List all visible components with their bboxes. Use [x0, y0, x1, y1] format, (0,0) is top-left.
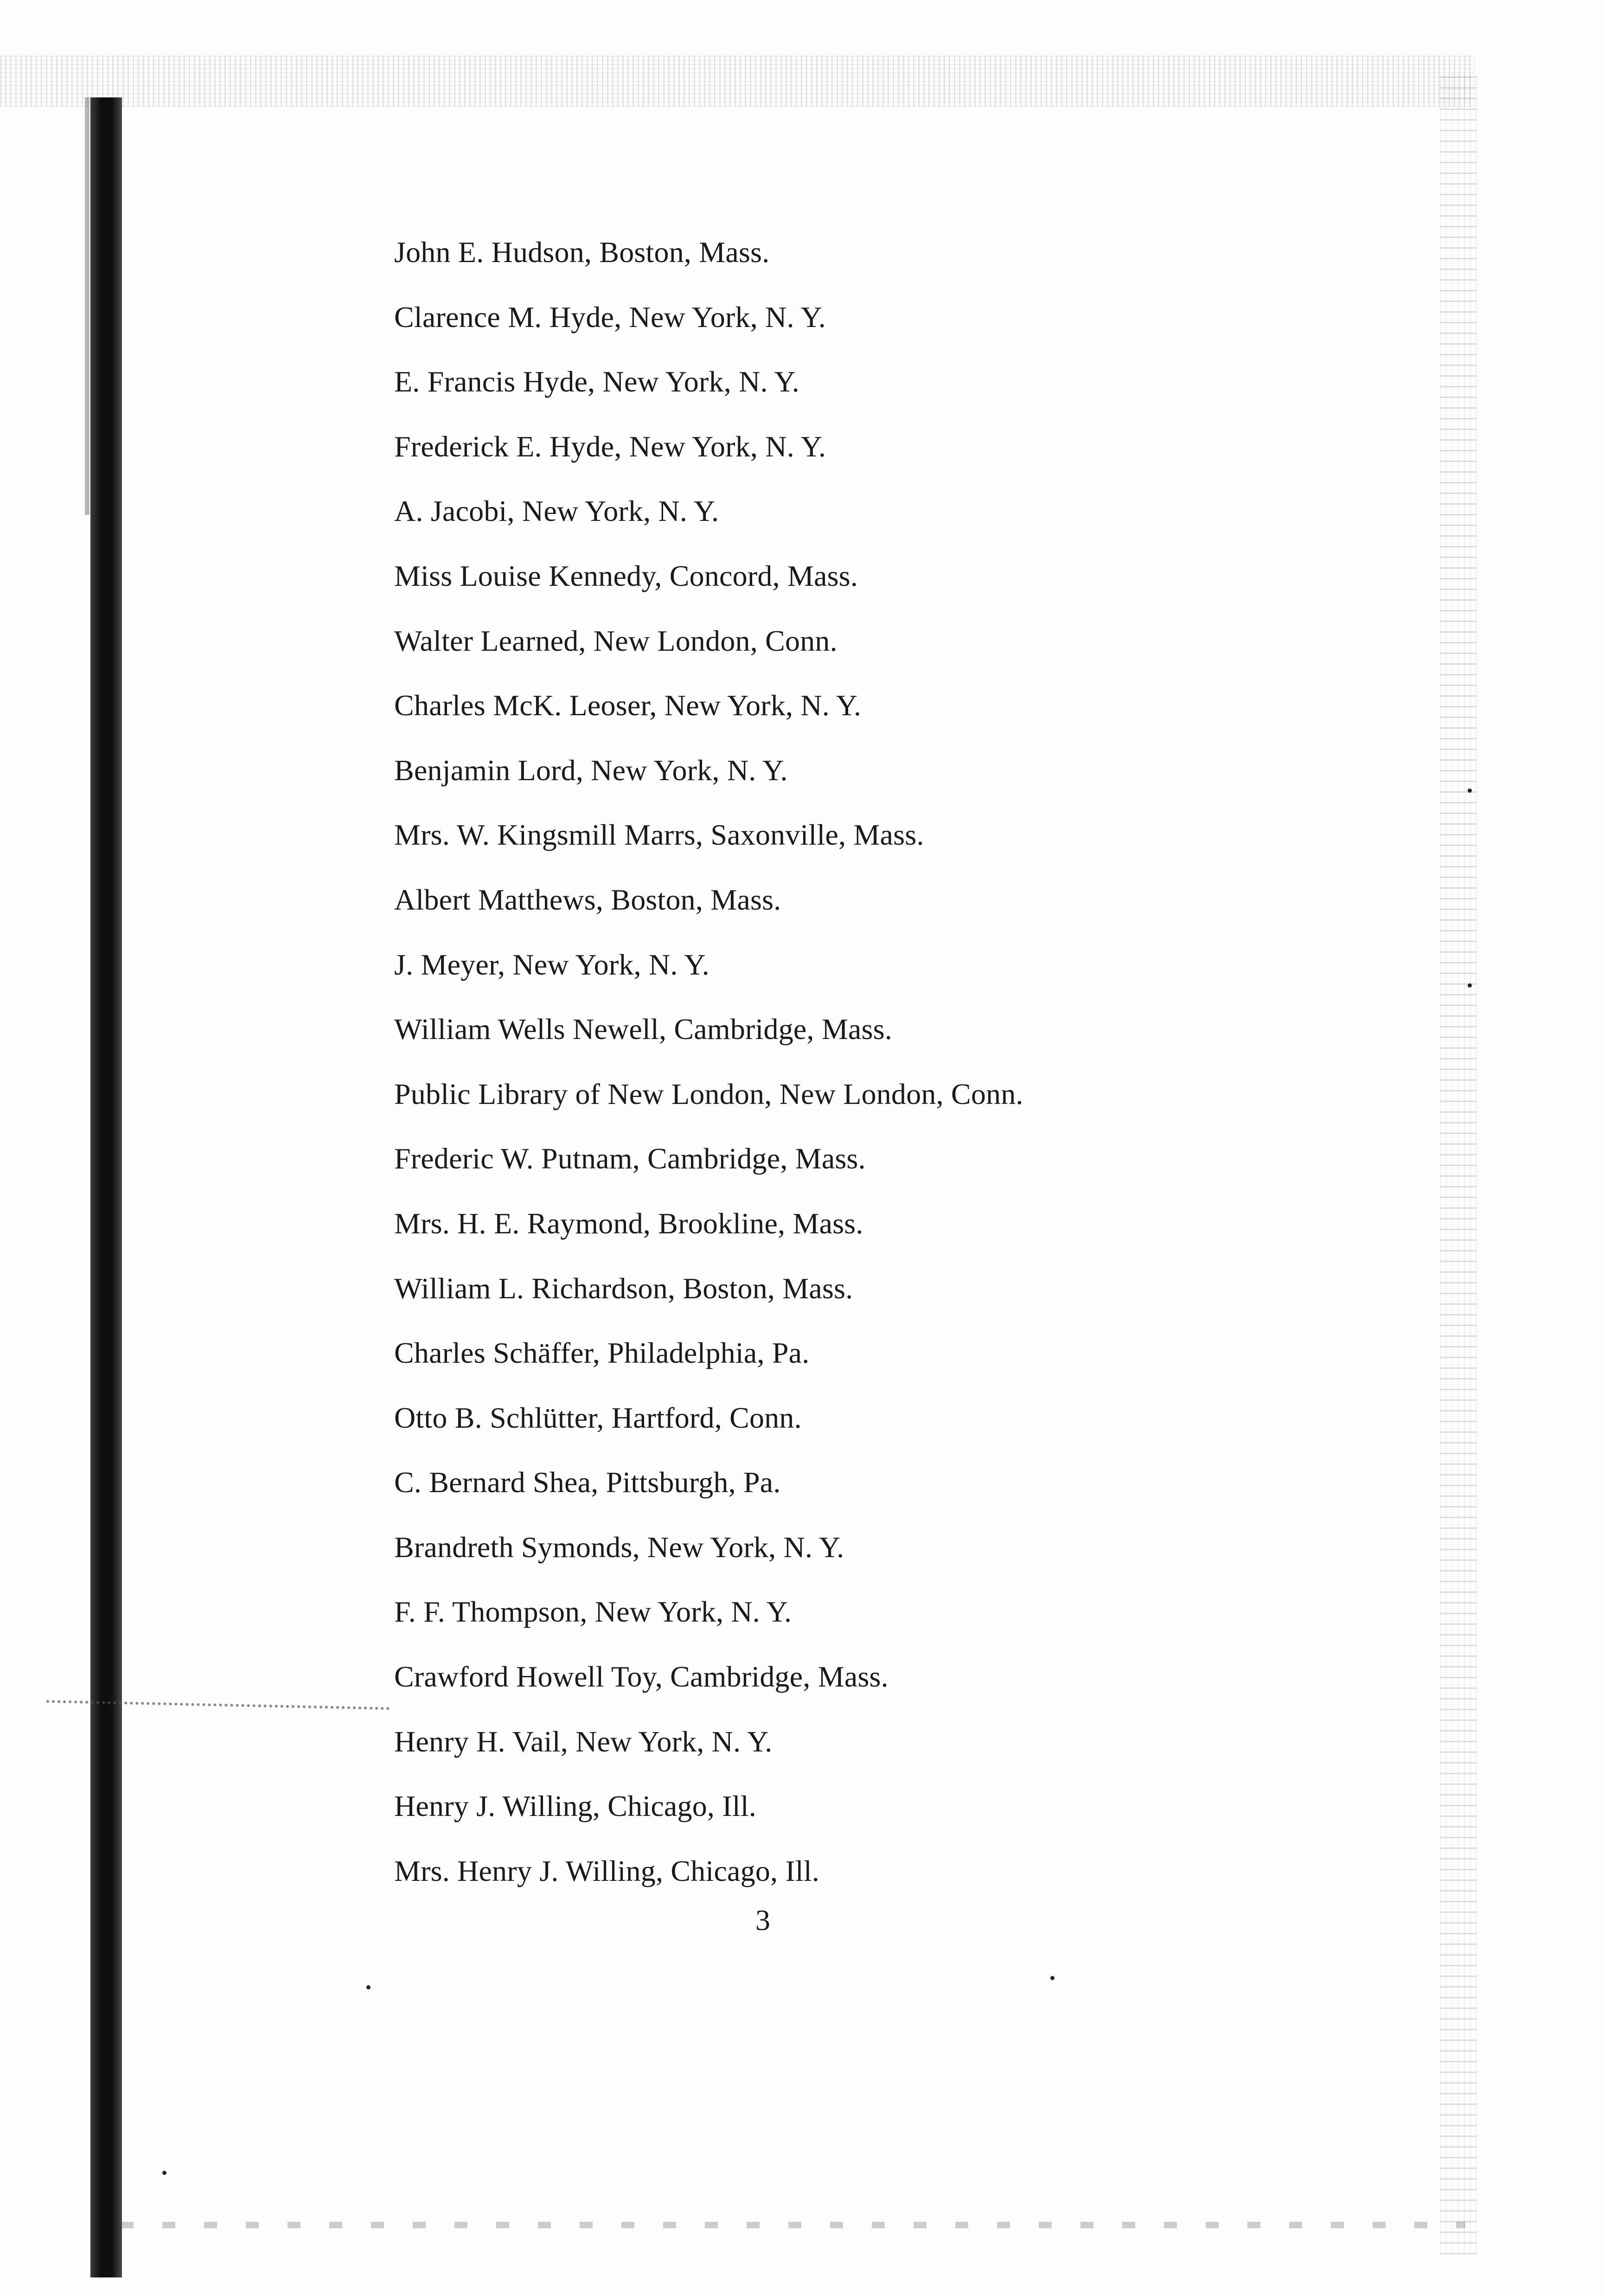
list-item: Benjamin Lord, New York, N. Y.	[394, 753, 788, 787]
list-item: Charles Schäffer, Philadelphia, Pa.	[394, 1336, 810, 1370]
list-item: E. Francis Hyde, New York, N. Y.	[394, 365, 799, 398]
list-item: Albert Matthews, Boston, Mass.	[394, 883, 781, 916]
list-item: Mrs. Henry J. Willing, Chicago, Ill.	[394, 1854, 820, 1887]
list-item: William L. Richardson, Boston, Mass.	[394, 1271, 853, 1305]
scan-bottom-edge	[121, 2222, 1465, 2228]
list-item: J. Meyer, New York, N. Y.	[394, 948, 709, 981]
list-item: Clarence M. Hyde, New York, N. Y.	[394, 300, 826, 333]
list-item: C. Bernard Shea, Pittsburgh, Pa.	[394, 1466, 781, 1499]
list-item: John E. Hudson, Boston, Mass.	[394, 236, 770, 269]
binding-shadow	[85, 97, 89, 515]
list-item: Brandreth Symonds, New York, N. Y.	[394, 1530, 844, 1564]
scan-speck	[162, 2171, 166, 2175]
scan-top-edge	[0, 56, 1475, 107]
list-item: Miss Louise Kennedy, Concord, Mass.	[394, 559, 858, 592]
list-item: Mrs. W. Kingsmill Marrs, Saxonville, Mass.	[394, 818, 924, 852]
member-list	[394, 228, 1424, 1911]
list-item: Charles McK. Leoser, New York, N. Y.	[394, 689, 862, 722]
list-item: Frederick E. Hyde, New York, N. Y.	[394, 430, 826, 463]
list-item: Otto B. Schlütter, Hartford, Conn.	[394, 1401, 802, 1434]
scan-speck	[1468, 983, 1472, 988]
scan-speck	[366, 1985, 371, 1989]
list-item: Henry H. Vail, New York, N. Y.	[394, 1725, 773, 1758]
list-item: Frederic W. Putnam, Cambridge, Mass.	[394, 1142, 866, 1175]
scan-right-edge	[1440, 74, 1477, 2254]
list-item: Crawford Howell Toy, Cambridge, Mass.	[394, 1660, 888, 1693]
list-item: F. F. Thompson, New York, N. Y.	[394, 1595, 792, 1629]
binding-edge	[90, 97, 122, 2277]
scan-speck	[1468, 789, 1472, 793]
list-item: Mrs. H. E. Raymond, Brookline, Mass.	[394, 1206, 863, 1240]
list-item: Walter Learned, New London, Conn.	[394, 624, 837, 657]
list-item: Henry J. Willing, Chicago, Ill.	[394, 1789, 757, 1823]
scan-speck	[1050, 1976, 1054, 1980]
page-number: 3	[755, 1904, 770, 1937]
list-item: William Wells Newell, Cambridge, Mass.	[394, 1013, 893, 1046]
list-item: A. Jacobi, New York, N. Y.	[394, 494, 719, 528]
list-item: Public Library of New London, New London, Conn.	[394, 1077, 1023, 1110]
